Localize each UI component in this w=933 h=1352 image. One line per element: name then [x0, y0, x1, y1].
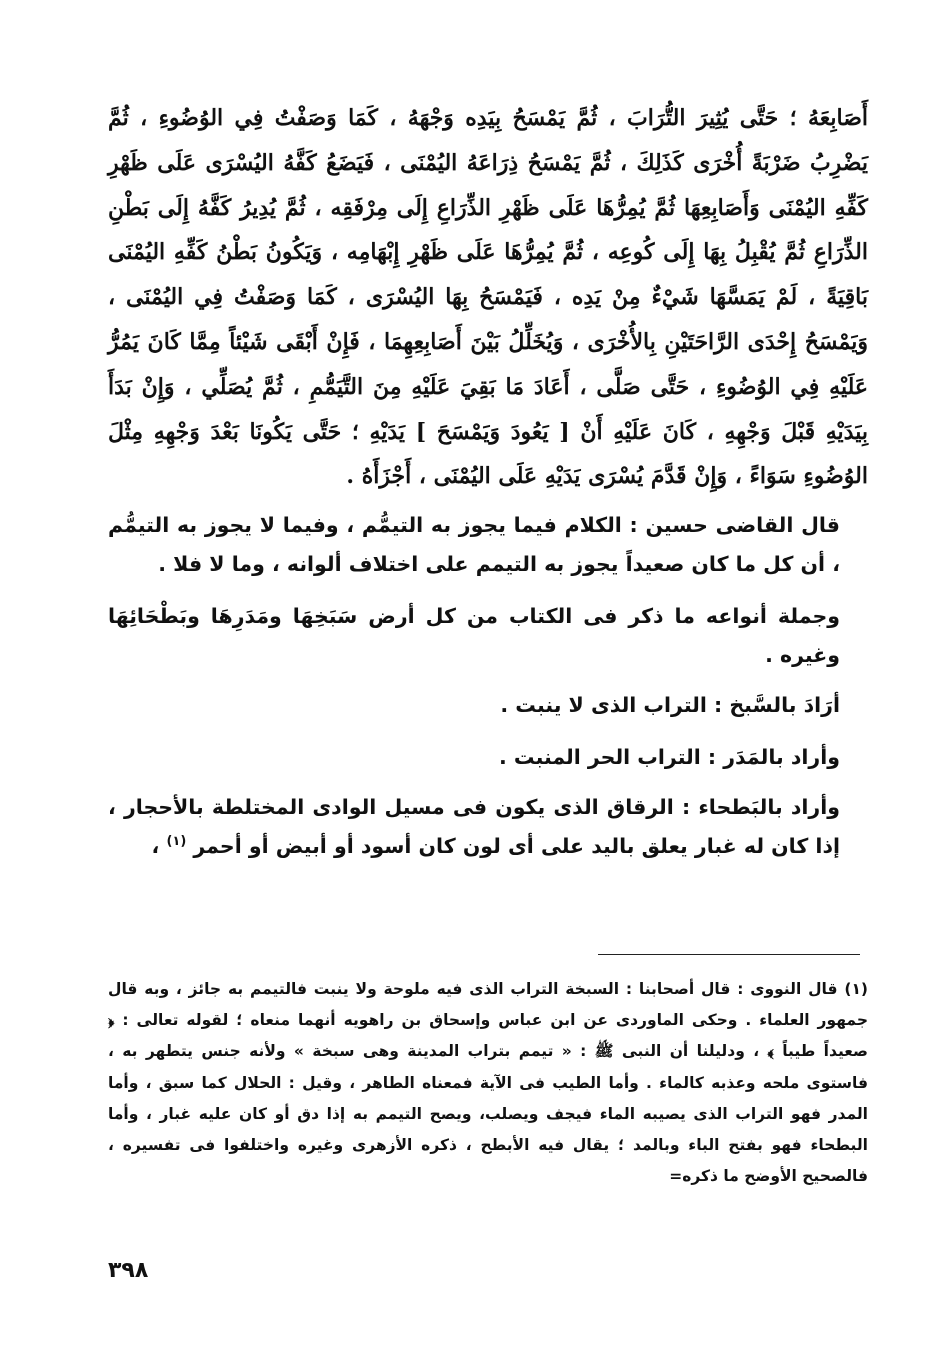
footnote-reference[interactable]: (١): [166, 834, 187, 850]
footnote-1: (١) قال النووى : قال أصحابنا : السبخة التراب الذى فيه ملوحة ولا ينبت فالتيمم به جائز ، وبه قال جمهور العلماء . وحكى الماوردى عن ابن عباس وإسحاق بن راهويه أنهما منعاه ؛ لقوله تعالى : ﴿ صعيداً طيباً ﴾ ، ودليلنا أن النبى ﷺ : « تيمم بتراب المدينة وهى سبخة » ولأنه جنس يتطهر به ، فاستوى ملحه وعذبه كالماء . وأما الطيب فى الآية فمعناه الطاهر ، وقيل : الحلال كما سبق ، وأما المدر فهو التراب الذى يصيبه الماء فيجف ويصلب، ويصح التيمم به إذا دق أو كان عليه غبار ، وأما البطحاء فهو بفتح الباء وبالمد ؛ يقال فيه الأبطح ، ذكره الأزهرى وغيره واختلفوا فى تفسيره ، فالصحيح الأوضح ما ذكره=: [108, 980, 868, 1186]
qadi-hussein-paragraph: قال القاضى حسين : الكلام فيما يجوز به التيمُّم ، وفيما لا يجوز به التيمُّم ، أن كل ما كان صعيداً يجوز به التيمم على اختلاف ألوانه ، وما لا فلا .: [108, 513, 840, 577]
definition-sabakh: أرَادَ بالسَّبخ : التراب الذى لا ينبت .: [500, 693, 840, 718]
types-summary-paragraph: وجملة أنواعه ما ذكر فى الكتاب من كل أرض سَبَخِهَا ومَدَرِهَا وبَطْحَائِهَا وغيره .: [108, 604, 840, 668]
main-text-body: [108, 96, 868, 866]
hadith-paragraph: أَصَابِعَهُ ؛ حَتَّى يُثِيرَ التُّرَابَ ، ثُمَّ يَمْسَحُ بِيَدِه وَجْهَهُ ، كَمَا وَصَفْتُ فِي الوُضُوءِ ، ثُمَّ يَضْرِبُ ضَرْبَةً أُخْرَى كَذَلِكَ ، ثُمَّ يَمْسَحُ ذِرَاعَهُ اليُمْنَى ، فَيَضَعُ كَفَّهُ اليُسْرَى عَلَى ظَهْرِ كَفِّهِ اليُمْنَى وَأَصَابِعِهَا ثُمَّ يُمِرُّهَا عَلَى ظَهْرِ الذِّرَاعِ إِلَى مِرْفَقِه ، ثُمَّ يُدِيرُ كَفَّهُ إِلَى بَطْنِ الذِّرَاعِ ثُمَّ يُقْبِلُ بِهَا إِلَى كُوعِه ، ثُمَّ يُمِرُّهَا عَلَى ظَهْرِ إِبْهَامِه ، وَيَكُونُ بَطْنُ كَفِّهِ اليُمْنَى بَاقِيَةً ، لَمْ يَمَسَّهَا شَيْءٌ مِنْ يَدِه ، فَيَمْسَحُ بِهَا اليُسْرَى ، كَمَا وَصَفْتُ فِي اليُمْنَى ، وَيَمْسَحُ إِحْدَى الرَّاحَتَيْنِ بِالأُخْرَى ، وَيُخَلِّلُ بَيْنَ أَصَابِعِهِمَا ، فَإِنْ أَبْقَى شَيْئاً مِمَّا كَانَ يَمُرُّ عَلَيْهِ فِي الوُضُوءِ ، حَتَّى صَلَّى ، أَعَادَ مَا بَقِيَ عَلَيْهِ مِنَ التَّيَمُّمِ ، ثُمَّ يُصَلِّي ، وَإِنْ بَدَأَ بِيَدَيْهِ قَبْلَ وَجْهِهِ ، كَانَ عَلَيْهِ أَنْ [ يَعُودَ وَيَمْسَحَ ] يَدَيْهِ ؛ حَتَّى يَكُونَا بَعْدَ وَجْهِهِ مِثْلَ الوُضُوءِ سَوَاءً ، وَإِنْ قَدَّمَ يُسْرَى يَدَيْهِ عَلَى اليُمْنَى ، أَجْزَأَهُ .: [108, 105, 868, 490]
footnote-divider: [598, 954, 860, 955]
trailing-comma: ،: [151, 834, 167, 859]
definition-madar: وأراد بالمَدَر : التراب الحر المنبت .: [498, 745, 840, 770]
page-number: ٣٩٨: [108, 1258, 149, 1283]
definition-batha-text: وأراد بالبَطحاء : الرقاق الذى يكون فى مسيل الوادى المختلطة بالأحجار ، إذا كان له غبار يعلق باليد على أى لون كان أسود أو أبيض أو أحمر: [108, 795, 840, 859]
definition-batha: [108, 788, 868, 866]
